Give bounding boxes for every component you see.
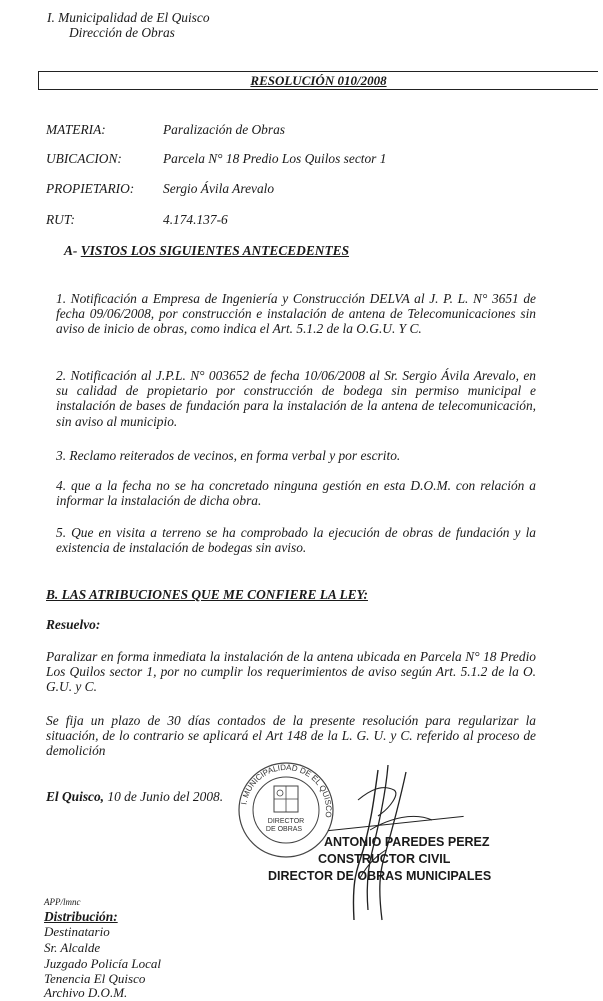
- field-value-propietario: Sergio Ávila Arevalo: [163, 181, 275, 196]
- section-b-heading: B. LAS ATRIBUCIONES QUE ME CONFIERE LA LEY:: [46, 587, 368, 602]
- resuelvo-paragraph-1: Paralizar en forma inmediata la instalación de la antena ubicada en Parcela N° 18 Predio Los Quilos sector 1, por no cumplir los requerimientos de aviso según Art. 5.1.2 de la O. G.U. y C.: [46, 649, 536, 695]
- resolution-title-box: [38, 71, 598, 90]
- antecedente-2: 2. Notificación al J.P.L. N° 003652 de fecha 10/06/2008 al Sr. Sergio Ávila Arevalo, en su calidad de propietario por construcción de bodega sin permiso municipal e instalación de bases de fundación para la instalación de la antena de telecomunicación, sin aviso al municipio.: [56, 368, 536, 429]
- stamp-inner-line2: DE OBRAS: [265, 826, 303, 833]
- field-label-rut: RUT:: [46, 212, 76, 227]
- antecedente-3: 3. Reclamo reiterados de vecinos, en forma verbal y por escrito.: [56, 448, 401, 463]
- resolution-title: RESOLUCIÓN 010/2008: [250, 73, 387, 88]
- field-value-rut: 4.174.137-6: [163, 212, 228, 227]
- field-value-ubicacion: Parcela N° 18 Predio Los Quilos sector 1: [163, 151, 387, 166]
- signatory-name: ANTONIO PAREDES PEREZ: [324, 835, 490, 849]
- municipal-seal-stamp: [236, 760, 336, 860]
- recipient-item: Archivo D.O.M.: [44, 985, 128, 1000]
- resuelvo-paragraph-2: Se fija un plazo de 30 días contados de la presente resolución para regularizar la situación, de lo contrario se aplicará el Art 148 de la L. G. U. y C. referido al proceso de demolición: [46, 713, 536, 759]
- recipient-item: Destinatario: [44, 924, 110, 939]
- department-name: Dirección de Obras: [69, 25, 175, 40]
- antecedente-1: 1. Notificación a Empresa de Ingeniería y Construcción DELVA al J. P. L. N° 3651 de fecha 09/06/2008, por construcción e instalación de antena de Telecomunicaciones sin aviso de inicio de obras, como indica el Art. 5.1.2 de la O.G.U. Y C.: [56, 291, 536, 337]
- signing-date: [46, 789, 223, 805]
- field-value-materia: Paralización de Obras: [163, 122, 285, 137]
- signing-place: El Quisco,: [46, 789, 105, 804]
- resuelvo-label: Resuelvo:: [46, 617, 101, 632]
- section-a-title: VISTOS LOS SIGUIENTES ANTECEDENTES: [80, 243, 350, 258]
- signatory-role-2: DIRECTOR DE OBRAS MUNICIPALES: [268, 869, 492, 883]
- municipality-name: I. Municipalidad de El Quisco: [47, 10, 210, 25]
- recipient-item: Sr. Alcalde: [44, 940, 101, 955]
- recipient-item: Tenencia El Quisco: [44, 971, 146, 986]
- section-a-prefix: A-: [64, 243, 78, 258]
- typist-initials: APP/lmnc: [44, 897, 81, 907]
- distribution-label: Distribución:: [44, 909, 118, 924]
- field-label-ubicacion: UBICACION:: [46, 151, 122, 166]
- stamp-inner-line1: DIRECTOR: [267, 818, 305, 825]
- signing-date-text: 10 de Junio del 2008.: [107, 789, 224, 804]
- signatory-role-1: CONSTRUCTOR CIVIL: [318, 852, 451, 866]
- antecedente-4: 4. que a la fecha no se ha concretado ninguna gestión en esta D.O.M. con relación a informar la instalación de dicha obra.: [56, 478, 536, 509]
- section-a-heading: [64, 243, 349, 259]
- field-label-propietario: PROPIETARIO:: [46, 181, 135, 196]
- recipient-item: Juzgado Policía Local: [44, 956, 161, 971]
- field-label-materia: MATERIA:: [46, 122, 106, 137]
- stamp-ring-text: I. MUNICIPALIDAD DE EL QUISCO: [239, 762, 334, 819]
- antecedente-5: 5. Que en visita a terreno se ha comprobado la ejecución de obras de fundación y la existencia de instalación de bodegas sin aviso.: [56, 525, 536, 556]
